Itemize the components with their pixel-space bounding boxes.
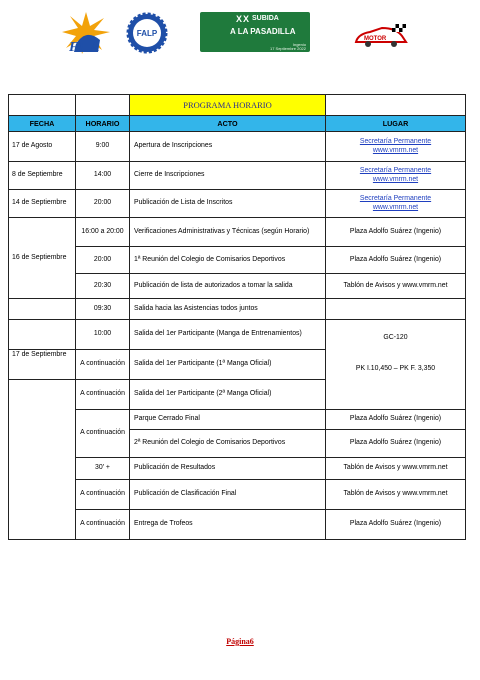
table-row xyxy=(9,480,466,510)
vmrm-link[interactable]: www.vmrm.net xyxy=(372,203,419,211)
secretaria-link[interactable]: Secretaría Permanente xyxy=(359,194,432,202)
lugar-cell: Tablón de Avisos y www.vmrm.net xyxy=(326,458,466,480)
pk-label: PK I.10,450 – PK F. 3,350 xyxy=(355,364,436,372)
horario-cell: A continuación xyxy=(76,380,130,410)
horario-cell: 30' + xyxy=(76,458,130,480)
secretaria-link[interactable]: Secretaría Permanente xyxy=(359,166,432,174)
horario-cell: A continuación xyxy=(76,350,130,380)
fecha-cell: 17 de Agosto xyxy=(9,132,76,162)
table-row xyxy=(9,458,466,480)
horario-cell: 20:30 xyxy=(76,274,130,299)
acto-cell: Salida del 1er Participante (Manga de Entrenamientos) xyxy=(130,320,326,350)
fecha-cell: 16 de Septiembre xyxy=(9,218,76,299)
title-blank-cell xyxy=(76,95,130,116)
vmrm-link[interactable]: www.vmrm.net xyxy=(372,146,419,154)
lugar-cell: Plaza Adolfo Suárez (Ingenio) xyxy=(326,510,466,540)
acto-cell: Verificaciones Administrativas y Técnicas (según Horario) xyxy=(130,218,326,247)
acto-cell: Salida del 1er Participante (1ª Manga Oficial) xyxy=(130,350,326,380)
acto-cell: Publicación de lista de autorizados a tomar la salida xyxy=(130,274,326,299)
lugar-cell xyxy=(326,190,466,218)
fecha-cell: 17 de Septiembre xyxy=(9,350,76,380)
acto-cell: Apertura de Inscripciones xyxy=(130,132,326,162)
fecha-cell: 14 de Septiembre xyxy=(9,190,76,218)
header-horario: HORARIO xyxy=(76,116,130,132)
acto-cell: Salida del 1er Participante (2ª Manga Oficial) xyxy=(130,380,326,410)
road-label: GC-120 xyxy=(383,333,408,341)
lugar-cell: Plaza Adolfo Suárez (Ingenio) xyxy=(326,218,466,247)
header-lugar: LUGAR xyxy=(326,116,466,132)
table-row xyxy=(9,510,466,540)
fecha-cell xyxy=(9,299,76,320)
acto-cell: Cierre de Inscripciones xyxy=(130,162,326,190)
acto-cell: Entrega de Trofeos xyxy=(130,510,326,540)
svg-text:FI: FI xyxy=(69,40,84,55)
horario-cell: 9:00 xyxy=(76,132,130,162)
header-logos xyxy=(0,8,480,58)
acto-cell: 1ª Reunión del Colegio de Comisarios Deportivos xyxy=(130,247,326,274)
lugar-cell: Tablón de Avisos y www.vmrm.net xyxy=(326,274,466,299)
acto-cell: 2ª Reunión del Colegio de Comisarios Deportivos xyxy=(130,430,326,458)
lugar-cell xyxy=(326,162,466,190)
lugar-cell: Plaza Adolfo Suárez (Ingenio) xyxy=(326,410,466,430)
lugar-cell xyxy=(326,299,466,320)
acto-cell: Parque Cerrado Final xyxy=(130,410,326,430)
table-row xyxy=(9,410,466,430)
federation-logo xyxy=(60,10,112,56)
acto-cell: Publicación de Lista de Inscritos xyxy=(130,190,326,218)
lugar-cell: Plaza Adolfo Suárez (Ingenio) xyxy=(326,247,466,274)
vmrm-link[interactable]: www.vmrm.net xyxy=(372,175,419,183)
acto-cell: Publicación de Resultados xyxy=(130,458,326,480)
horario-cell: A continuación xyxy=(76,510,130,540)
table-row xyxy=(9,299,466,320)
horario-cell: 10:00 xyxy=(76,320,130,350)
schedule-table xyxy=(8,94,466,540)
horario-cell: 16:00 a 20:00 xyxy=(76,218,130,247)
fecha-cell xyxy=(9,320,76,350)
horario-cell: 20:00 xyxy=(76,247,130,274)
title-blank-cell xyxy=(326,95,466,116)
acto-cell: Publicación de Clasificación Final xyxy=(130,480,326,510)
table-row xyxy=(9,247,466,274)
secretaria-link[interactable]: Secretaría Permanente xyxy=(359,137,432,145)
fafc-logo xyxy=(126,12,168,54)
event-logo: XX SUBIDA A LA PASADILLA Ingenio 17 Septiembre 2022 xyxy=(200,12,310,52)
lugar-cell: Plaza Adolfo Suárez (Ingenio) xyxy=(326,430,466,458)
acto-cell: Salida hacia las Asistencias todos juntos xyxy=(130,299,326,320)
horario-cell: 20:00 xyxy=(76,190,130,218)
page-number: Página6 xyxy=(226,637,254,646)
lugar-cell xyxy=(326,132,466,162)
horario-cell: A continuación xyxy=(76,480,130,510)
header-acto: ACTO xyxy=(130,116,326,132)
table-row xyxy=(9,132,466,162)
motor-club-logo: MOTOR xyxy=(352,22,410,50)
fecha-cell: 8 de Septiembre xyxy=(9,162,76,190)
lugar-cell xyxy=(326,320,466,410)
lugar-cell: Tablón de Avisos y www.vmrm.net xyxy=(326,480,466,510)
horario-cell: 09:30 xyxy=(76,299,130,320)
fecha-cell xyxy=(9,380,76,540)
table-title: PROGRAMA HORARIO xyxy=(130,95,326,116)
table-row xyxy=(9,320,466,350)
horario-cell: 14:00 xyxy=(76,162,130,190)
header-fecha: FECHA xyxy=(9,116,76,132)
svg-text:FALP: FALP xyxy=(136,29,158,38)
horario-cell: A continuación xyxy=(76,410,130,458)
table-row xyxy=(9,274,466,299)
table-row xyxy=(9,162,466,190)
table-row xyxy=(9,190,466,218)
title-blank-cell xyxy=(9,95,76,116)
svg-text:A: A xyxy=(90,40,100,55)
table-row xyxy=(9,218,466,247)
